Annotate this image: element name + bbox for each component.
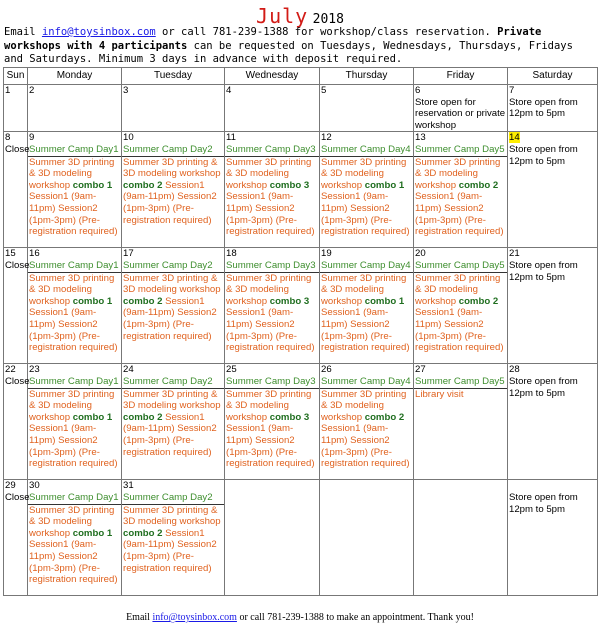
weekday-header-fri: Friday (414, 68, 508, 85)
day-cell (122, 364, 225, 480)
camp-day-label: Summer Camp Day5 (414, 144, 507, 157)
combo-label: combo 2 (123, 527, 163, 539)
date-number: 3 (123, 85, 129, 96)
closed-label: Close (5, 143, 30, 155)
date-number: 13 (415, 132, 426, 144)
day-cell (28, 480, 122, 596)
combo-label: combo 2 (364, 411, 405, 423)
day-cell (414, 364, 508, 480)
store-hours: Store open from 12pm to 5pm (509, 492, 578, 515)
camp-day-label: Summer Camp Day1 (28, 492, 121, 505)
workshop-info: Summer 3D printing & 3D modeling workshop combo 1 Session1 (9am-11pm) Session2 (1pm-3pm) (Pre-registration required) (29, 156, 118, 238)
weekday-header-sun: Sun (4, 68, 28, 85)
camp-day-label: Summer Camp Day3 (225, 376, 319, 389)
day-cell (4, 132, 28, 248)
date-number: 24 (123, 364, 134, 376)
combo-label: combo 1 (72, 179, 113, 191)
workshop-info: Summer 3D printing & 3D modeling workshop combo 2 Session1 (9am-11pm) Session2 (1pm-3pm) (Pre-registration required) (321, 388, 410, 470)
weekday-header-thu: Thursday (320, 68, 414, 85)
camp-day-label: Summer Camp Day1 (28, 376, 121, 389)
date-number: 26 (321, 364, 332, 376)
date-number: 2 (29, 85, 35, 96)
camp-day-label: Summer Camp Day4 (320, 144, 413, 157)
date-number: 29 (5, 480, 16, 492)
footer-email-link[interactable]: info@toysinbox.com (152, 612, 237, 623)
closed-label: Close (5, 259, 30, 271)
workshop-info: Summer 3D printing & 3D modeling workshop combo 3 Session1 (9am-11pm) Session2 (1pm-3pm) (Pre-registration required) (226, 272, 315, 354)
day-cell (122, 85, 225, 132)
workshop-info: Summer 3D printing & 3D modeling workshop combo 3 Session1 (9am-11pm) Session2 (1pm-3pm) (Pre-registration required) (226, 388, 315, 470)
weekday-header-row (4, 68, 598, 85)
date-number: 25 (226, 364, 237, 376)
store-hours: Store open for reservation or private workshop (415, 96, 506, 131)
day-cell (4, 480, 28, 596)
workshop-info: Summer 3D printing & 3D modeling workshop combo 1 Session1 (9am-11pm) Session2 (1pm-3pm) (Pre-registration required) (29, 388, 118, 470)
date-number: 7 (509, 85, 515, 96)
day-cell (320, 364, 414, 480)
combo-label: combo 2 (458, 295, 499, 307)
date-number: 28 (509, 364, 520, 376)
week-row (4, 364, 598, 480)
day-cell-empty (414, 480, 508, 596)
day-cell (414, 132, 508, 248)
combo-label: combo 2 (123, 411, 163, 423)
day-cell (225, 248, 320, 364)
closed-label: Close (5, 375, 30, 387)
intro-text: or call 781-239-1388 for workshop/class reservation. (155, 26, 498, 38)
date-number: 8 (5, 132, 11, 144)
week-row (4, 85, 598, 132)
day-cell (320, 85, 414, 132)
date-number: 18 (226, 248, 237, 260)
day-cell (508, 364, 598, 480)
weekday-header-tue: Tuesday (122, 68, 225, 85)
workshop-info: Summer 3D printing & 3D modeling workshop combo 2 Session1 (9am-11pm) Session2 (1pm-3pm) (Pre-registration required) (123, 388, 221, 458)
store-hours: Store open from 12pm to 5pm (509, 375, 578, 399)
day-cell (414, 85, 508, 132)
day-cell (508, 85, 598, 132)
date-number: 6 (415, 85, 421, 96)
intro-text: can be requested on Tuesdays, Wednesdays, Thursdays, Fridays and Saturdays. Minimum 3 days in advance with deposit required. (4, 39, 573, 65)
closed-label: Close (5, 491, 30, 503)
camp-day-label: Summer Camp Day5 (414, 260, 507, 273)
workshop-info: Summer 3D printing & 3D modeling workshop combo 1 Session1 (9am-11pm) Session2 (1pm-3pm) (Pre-registration required) (321, 156, 410, 238)
camp-day-label: Summer Camp Day1 (28, 260, 121, 273)
date-number: 23 (29, 364, 40, 376)
day-cell (4, 364, 28, 480)
camp-day-label: Summer Camp Day2 (122, 260, 224, 273)
footer-text: Email (126, 612, 153, 623)
camp-day-label: Summer Camp Day1 (28, 144, 121, 157)
day-cell (28, 364, 122, 480)
camp-day-label: Summer Camp Day2 (122, 492, 224, 505)
combo-label: combo 3 (269, 411, 310, 423)
workshop-info: Summer 3D printing & 3D modeling workshop combo 2 Session1 (9am-11pm) Session2 (1pm-3pm) (Pre-registration required) (123, 504, 221, 574)
week-row (4, 248, 598, 364)
combo-label: combo 1 (72, 411, 113, 423)
camp-day-label: Summer Camp Day4 (320, 260, 413, 273)
date-number: 11 (226, 132, 236, 144)
date-number: 20 (415, 248, 426, 260)
combo-label: combo 3 (269, 179, 310, 191)
workshop-info: Summer 3D printing & 3D modeling workshop combo 2 Session1 (9am-11pm) Session2 (1pm-3pm) (Pre-registration required) (415, 272, 504, 354)
day-cell (28, 132, 122, 248)
combo-label: combo 1 (364, 179, 405, 191)
library-visit: Library visit (415, 388, 464, 400)
workshop-info: Summer 3D printing & 3D modeling workshop combo 2 Session1 (9am-11pm) Session2 (1pm-3pm) (Pre-registration required) (123, 156, 221, 226)
camp-day-label: Summer Camp Day3 (225, 144, 319, 157)
combo-label: combo 2 (458, 179, 499, 191)
combo-label: combo 1 (364, 295, 405, 307)
footer-text: or call 781-239-1388 to make an appointment. Thank you! (236, 612, 474, 623)
day-cell (225, 132, 320, 248)
email-link[interactable]: info@toysinbox.com (41, 26, 156, 38)
combo-label: combo 2 (123, 179, 163, 191)
combo-label: combo 1 (72, 295, 113, 307)
date-number: 4 (226, 85, 232, 96)
date-number: 17 (123, 248, 134, 260)
day-cell-empty (225, 480, 320, 596)
day-cell (4, 248, 28, 364)
day-cell (28, 248, 122, 364)
workshop-info: Summer 3D printing & 3D modeling workshop combo 1 Session1 (9am-11pm) Session2 (1pm-3pm) (Pre-registration required) (29, 504, 118, 586)
camp-day-label: Summer Camp Day5 (414, 376, 507, 389)
day-cell (508, 132, 598, 248)
workshop-info: Summer 3D printing & 3D modeling workshop combo 3 Session1 (9am-11pm) Session2 (1pm-3pm) (Pre-registration required) (226, 156, 315, 238)
date-number-today: 14 (509, 132, 520, 144)
day-cell (414, 248, 508, 364)
store-hours: Store open from 12pm to 5pm (509, 143, 578, 167)
weekday-header-wed: Wednesday (225, 68, 320, 85)
workshop-info: Summer 3D printing & 3D modeling workshop combo 1 Session1 (9am-11pm) Session2 (1pm-3pm) (Pre-registration required) (321, 272, 410, 354)
combo-label: combo 1 (72, 527, 113, 539)
month-label: July (256, 4, 309, 28)
day-cell (320, 248, 414, 364)
day-cell (225, 364, 320, 480)
footer-note (0, 612, 600, 623)
workshop-info: Summer 3D printing & 3D modeling workshop combo 2 Session1 (9am-11pm) Session2 (1pm-3pm) (Pre-registration required) (123, 272, 221, 342)
date-number: 31 (123, 480, 134, 492)
store-hours: Store open from 12pm to 5pm (509, 96, 578, 120)
day-cell (122, 132, 225, 248)
date-number: 27 (415, 364, 426, 376)
date-number: 22 (5, 364, 16, 376)
date-number: 21 (509, 248, 520, 260)
weekday-header-sat: Saturday (508, 68, 598, 85)
date-number: 5 (321, 85, 327, 96)
combo-label: combo 3 (269, 295, 310, 307)
day-cell (122, 248, 225, 364)
day-cell (508, 248, 598, 364)
camp-day-label: Summer Camp Day3 (225, 260, 319, 273)
date-number: 1 (5, 85, 11, 96)
day-cell (225, 85, 320, 132)
date-number: 12 (321, 132, 332, 144)
date-number: 9 (29, 132, 35, 144)
calendar-table (3, 67, 598, 596)
store-hours: Store open from 12pm to 5pm (509, 259, 578, 283)
week-row (4, 480, 598, 596)
year-label: 2018 (312, 12, 344, 27)
workshop-info: Summer 3D printing & 3D modeling workshop combo 1 Session1 (9am-11pm) Session2 (1pm-3pm) (Pre-registration required) (29, 272, 118, 354)
camp-day-label: Summer Camp Day4 (320, 376, 413, 389)
day-cell (4, 85, 28, 132)
date-number: 19 (321, 248, 332, 260)
combo-label: combo 2 (123, 295, 163, 307)
day-cell (508, 480, 598, 596)
intro-bold-text: Private workshops with 4 participants (4, 26, 542, 52)
day-cell-empty (320, 480, 414, 596)
workshop-info: Summer 3D printing & 3D modeling workshop combo 2 Session1 (9am-11pm) Session2 (1pm-3pm) (Pre-registration required) (415, 156, 504, 238)
intro-text: Email (4, 26, 42, 38)
camp-day-label: Summer Camp Day2 (122, 376, 224, 389)
date-number: 30 (29, 480, 40, 492)
date-number: 10 (123, 132, 134, 144)
intro-paragraph (4, 26, 594, 67)
date-number: 15 (5, 248, 16, 260)
day-cell (28, 85, 122, 132)
camp-day-label: Summer Camp Day2 (122, 144, 224, 157)
week-row (4, 132, 598, 248)
date-number: 16 (29, 248, 40, 260)
weekday-header-mon: Monday (28, 68, 122, 85)
day-cell (320, 132, 414, 248)
day-cell (122, 480, 225, 596)
